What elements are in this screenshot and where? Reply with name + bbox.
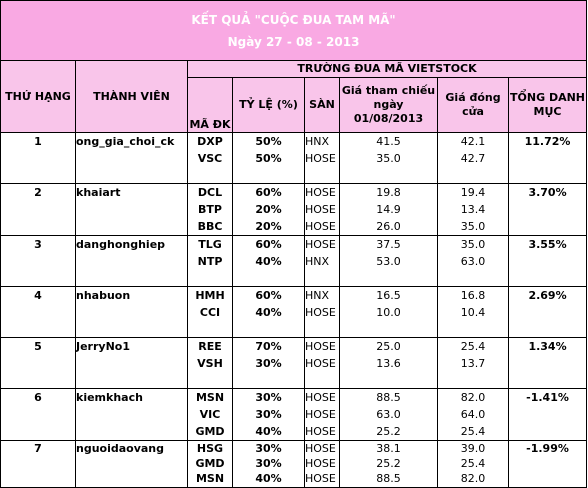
exchange-name: HOSE <box>305 220 336 233</box>
weight-cell <box>233 184 305 236</box>
close-price-cell <box>438 184 509 236</box>
close-price-cell <box>438 389 509 441</box>
member-cell <box>76 184 188 236</box>
weight-value: 40% <box>255 255 282 268</box>
total-value: -1.41% <box>526 391 569 404</box>
close-price-value: 10.4 <box>460 306 486 319</box>
close-price-value: 82.0 <box>460 472 486 485</box>
total-value: -1.99% <box>526 442 569 455</box>
ref-price-value: 53.0 <box>376 255 401 268</box>
member-cell <box>76 236 188 287</box>
ticker-code: VSH <box>197 357 223 370</box>
exchange-name: HNX <box>305 289 330 302</box>
total-value: 3.55% <box>528 238 567 251</box>
ticker-code: DCL <box>197 186 223 199</box>
ticker-cell <box>188 338 233 389</box>
table-row <box>1 389 587 441</box>
weight-value: 50% <box>255 135 282 148</box>
weight-value: 50% <box>255 152 282 165</box>
rank-cell <box>1 338 76 389</box>
close-price-value: 25.4 <box>460 425 486 438</box>
total-value: 2.69% <box>528 289 567 302</box>
weight-cell <box>233 441 305 488</box>
weight-cell <box>233 133 305 184</box>
member-name: khaiart <box>76 186 121 199</box>
exchange-name: HOSE <box>305 408 336 421</box>
exchange-cell <box>305 287 340 338</box>
rank-cell <box>1 287 76 338</box>
ticker-code: CCI <box>199 306 221 319</box>
weight-cell <box>233 236 305 287</box>
rank-value: 4 <box>34 289 42 302</box>
header-close-price: Giá đóng cửa <box>438 78 509 133</box>
ref-price-value: 88.5 <box>376 472 401 485</box>
weight-cell <box>233 338 305 389</box>
exchange-name: HNX <box>305 255 330 268</box>
weight-value: 40% <box>255 472 282 485</box>
close-price-value: 39.0 <box>460 442 486 455</box>
table-row <box>1 184 587 236</box>
member-name: kiemkhach <box>76 391 143 404</box>
title-banner <box>1 1 587 61</box>
ref-price-value: 37.5 <box>376 238 401 251</box>
results-body <box>1 133 587 488</box>
weight-value: 60% <box>255 238 282 251</box>
header-group: TRƯỜNG ĐUA MÃ VIETSTOCK <box>188 61 587 78</box>
weight-value: 30% <box>255 442 282 455</box>
ticker-code: DXP <box>197 135 223 148</box>
total-cell <box>509 184 587 236</box>
close-price-value: 63.0 <box>460 255 486 268</box>
close-price-value: 16.8 <box>460 289 486 302</box>
ticker-code: REE <box>198 340 222 353</box>
rank-cell <box>1 389 76 441</box>
ticker-cell <box>188 287 233 338</box>
table-row <box>1 287 587 338</box>
close-price-cell <box>438 338 509 389</box>
report-date: Ngày 27 - 08 - 2013 <box>227 34 360 49</box>
close-price-value: 25.4 <box>460 340 486 353</box>
header-rank: THỨ HẠNG <box>1 61 76 133</box>
close-price-value: 42.1 <box>460 135 486 148</box>
ticker-code: NTP <box>197 255 223 268</box>
ref-price-value: 38.1 <box>376 442 401 455</box>
ticker-code: HSG <box>196 442 224 455</box>
member-cell <box>76 287 188 338</box>
weight-value: 20% <box>255 203 282 216</box>
close-price-value: 35.0 <box>460 220 486 233</box>
close-price-value: 25.4 <box>460 457 486 470</box>
exchange-cell <box>305 441 340 488</box>
ref-price-value: 41.5 <box>376 135 401 148</box>
close-price-cell <box>438 133 509 184</box>
weight-value: 70% <box>255 340 282 353</box>
ref-price-value: 25.2 <box>376 457 401 470</box>
ref-price-cell <box>340 236 438 287</box>
weight-cell <box>233 287 305 338</box>
member-name: ong_gia_choi_ck <box>76 135 175 148</box>
rank-value: 3 <box>34 238 42 251</box>
ref-price-cell <box>340 287 438 338</box>
weight-value: 30% <box>255 357 282 370</box>
exchange-name: HOSE <box>305 238 336 251</box>
total-cell <box>509 338 587 389</box>
total-value: 1.34% <box>528 340 567 353</box>
rank-cell <box>1 133 76 184</box>
ref-price-cell <box>340 389 438 441</box>
close-price-value: 19.4 <box>460 186 486 199</box>
close-price-value: 42.7 <box>460 152 486 165</box>
ref-price-value: 26.0 <box>376 220 401 233</box>
member-cell <box>76 133 188 184</box>
weight-value: 60% <box>255 289 282 302</box>
total-cell <box>509 287 587 338</box>
weight-value: 60% <box>255 186 282 199</box>
ref-price-value: 14.9 <box>376 203 401 216</box>
ref-price-value: 25.2 <box>376 425 401 438</box>
total-cell <box>509 236 587 287</box>
ticker-cell <box>188 133 233 184</box>
header-exchange: SÀN <box>305 78 340 133</box>
exchange-name: HOSE <box>305 203 336 216</box>
ref-price-cell <box>340 338 438 389</box>
ticker-code: HMH <box>195 289 225 302</box>
weight-cell <box>233 389 305 441</box>
member-name: JerryNo1 <box>76 340 130 353</box>
total-value: 3.70% <box>528 186 567 199</box>
exchange-name: HOSE <box>305 152 336 165</box>
weight-value: 30% <box>255 408 282 421</box>
table-row <box>1 338 587 389</box>
member-cell <box>76 441 188 488</box>
header-ticker: MÃ ĐK <box>188 78 233 133</box>
member-cell <box>76 338 188 389</box>
exchange-name: HOSE <box>305 457 336 470</box>
total-cell <box>509 133 587 184</box>
exchange-name: HOSE <box>305 186 336 199</box>
rank-value: 2 <box>34 186 42 199</box>
member-name: nhabuon <box>76 289 131 302</box>
weight-value: 30% <box>255 391 282 404</box>
weight-value: 40% <box>255 425 282 438</box>
ticker-cell <box>188 441 233 488</box>
ref-price-cell <box>340 184 438 236</box>
exchange-cell <box>305 133 340 184</box>
close-price-value: 13.7 <box>460 357 486 370</box>
ticker-cell <box>188 389 233 441</box>
ticker-code: VSC <box>197 152 223 165</box>
rank-cell <box>1 441 76 488</box>
table-row <box>1 441 587 488</box>
member-name: nguoidaovang <box>76 442 165 455</box>
close-price-value: 82.0 <box>460 391 486 404</box>
ticker-code: BBC <box>197 220 223 233</box>
ref-price-value: 16.5 <box>376 289 401 302</box>
ticker-code: GMD <box>195 457 225 470</box>
rank-cell <box>1 236 76 287</box>
header-total: TỔNG DANH MỤC <box>509 78 587 133</box>
exchange-cell <box>305 389 340 441</box>
ref-price-value: 88.5 <box>376 391 401 404</box>
ref-price-value: 10.0 <box>376 306 401 319</box>
header-weight: TỶ LỆ (%) <box>233 78 305 133</box>
exchange-name: HOSE <box>305 306 336 319</box>
ref-price-value: 25.0 <box>376 340 401 353</box>
ref-price-cell <box>340 441 438 488</box>
close-price-cell <box>438 441 509 488</box>
rank-cell <box>1 184 76 236</box>
rank-value: 5 <box>34 340 42 353</box>
member-name: danghonghiep <box>76 238 166 251</box>
member-cell <box>76 389 188 441</box>
ref-price-value: 19.8 <box>376 186 401 199</box>
ref-price-cell <box>340 133 438 184</box>
close-price-value: 64.0 <box>460 408 486 421</box>
exchange-name: HOSE <box>305 425 336 438</box>
ticker-code: MSN <box>195 391 225 404</box>
ticker-code: BTP <box>198 203 222 216</box>
weight-value: 40% <box>255 306 282 319</box>
close-price-cell <box>438 287 509 338</box>
ticker-code: VIC <box>199 408 221 421</box>
weight-value: 30% <box>255 457 282 470</box>
ticker-cell <box>188 184 233 236</box>
rank-value: 6 <box>34 391 42 404</box>
ref-price-value: 13.6 <box>376 357 401 370</box>
exchange-name: HOSE <box>305 472 336 485</box>
ref-price-value: 63.0 <box>376 408 401 421</box>
exchange-name: HOSE <box>305 391 336 404</box>
ticker-code: TLG <box>198 238 222 251</box>
close-price-cell <box>438 236 509 287</box>
close-price-value: 13.4 <box>460 203 486 216</box>
page-title: KẾT QUẢ "CUỘC ĐUA TAM MÃ" <box>191 12 396 27</box>
exchange-cell <box>305 236 340 287</box>
total-cell <box>509 441 587 488</box>
table-row <box>1 236 587 287</box>
exchange-name: HOSE <box>305 340 336 353</box>
rank-value: 1 <box>34 135 42 148</box>
header-member: THÀNH VIÊN <box>76 61 188 133</box>
rank-value: 7 <box>34 442 42 455</box>
ticker-code: GMD <box>195 425 225 438</box>
total-cell <box>509 389 587 441</box>
total-value: 11.72% <box>524 135 571 148</box>
exchange-name: HNX <box>305 135 330 148</box>
ticker-code: MSN <box>195 472 225 485</box>
ticker-cell <box>188 236 233 287</box>
table-row <box>1 133 587 184</box>
header-ref-price: Giá tham chiếu ngày 01/08/2013 <box>340 78 438 133</box>
exchange-cell <box>305 338 340 389</box>
exchange-cell <box>305 184 340 236</box>
exchange-name: HOSE <box>305 442 336 455</box>
ref-price-value: 35.0 <box>376 152 401 165</box>
exchange-name: HOSE <box>305 357 336 370</box>
weight-value: 20% <box>255 220 282 233</box>
close-price-value: 35.0 <box>460 238 486 251</box>
